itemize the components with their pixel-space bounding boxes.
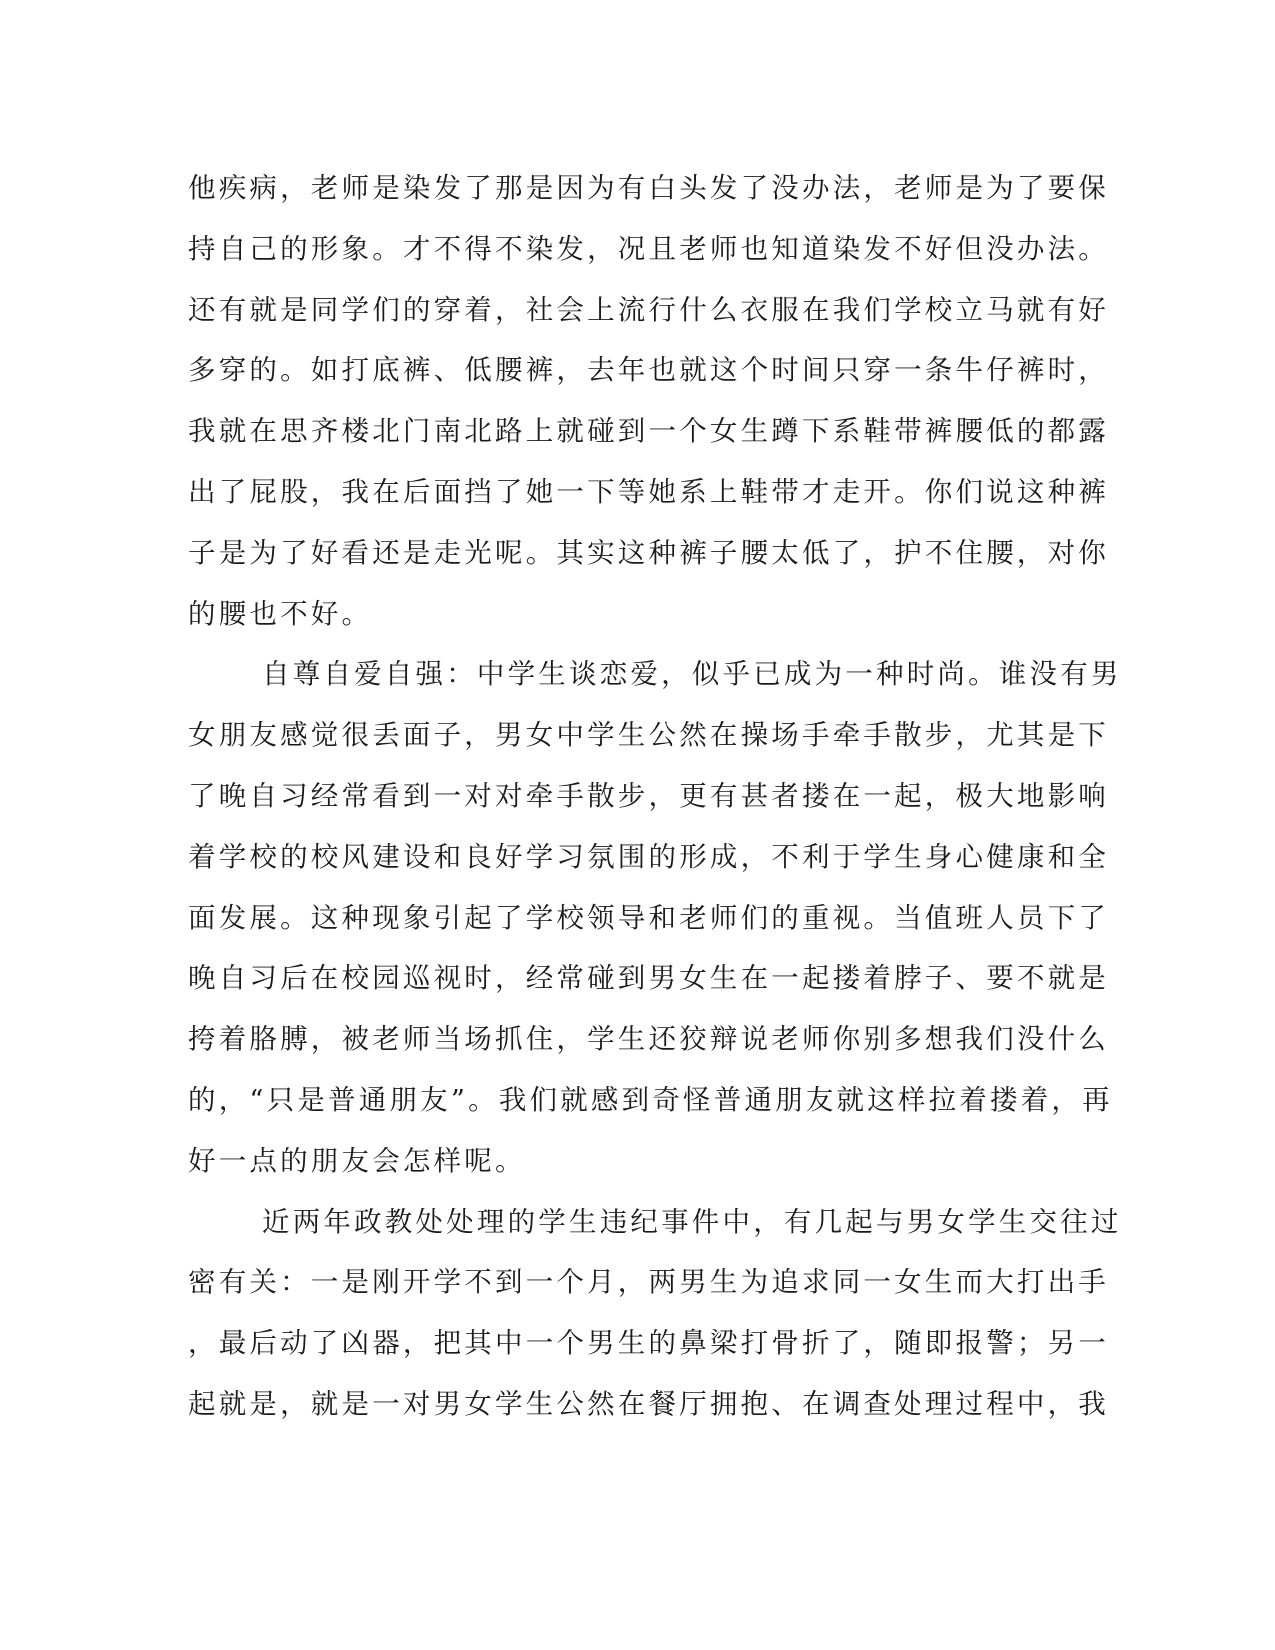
text-line: 面发展。这种现象引起了学校领导和老师们的重视。当值班人员下了 <box>188 901 1109 934</box>
text-line: 晚自习后在校园巡视时，经常碰到男女生在一起搂着脖子、要不就是 <box>188 962 1109 995</box>
text-line: 挎着胳膊，被老师当场抓住，学生还狡辩说老师你别多想我们没什么 <box>188 1023 1109 1056</box>
document-body <box>188 158 1122 1435</box>
text-line: 好一点的朋友会怎样呢。 <box>188 1144 526 1177</box>
text-line: 持自己的形象。才不得不染发，况且老师也知道染发不好但没办法。 <box>188 232 1109 265</box>
text-line: ，最后动了凶器，把其中一个男生的鼻梁打骨折了，随即报警；另一 <box>188 1327 1109 1360</box>
text-line: 女朋友感觉很丢面子，男女中学生公然在操场手牵手散步，尤其是下 <box>188 719 1109 752</box>
text-line: 子是为了好看还是走光呢。其实这种裤子腰太低了，护不住腰，对你 <box>188 536 1109 569</box>
text-line: 了晚自习经常看到一对对牵手散步，更有甚者搂在一起，极大地影响 <box>188 779 1109 812</box>
text-line: 的腰也不好。 <box>188 597 373 630</box>
text-line: 他疾病，老师是染发了那是因为有白头发了没办法，老师是为了要保 <box>188 172 1109 204</box>
paragraph-first-line: 近两年政教处处理的学生违纪事件中，有几起与男女学生交往过 <box>262 1205 1122 1238</box>
text-line: 密有关：一是刚开学不到一个月，两男生为追求同一女生而大打出手 <box>188 1266 1109 1299</box>
text-line: 的，“只是普通朋友”。我们就感到奇怪普通朋友就这样拉着搂着，再 <box>188 1083 1113 1116</box>
text-line: 多穿的。如打底裤、低腰裤，去年也就这个时间只穿一条牛仔裤时， <box>188 354 1109 387</box>
text-line: 我就在思齐楼北门南北路上就碰到一个女生蹲下系鞋带裤腰低的都露 <box>188 415 1109 448</box>
text-line: 起就是，就是一对男女学生公然在餐厅拥抱、在调查处理过程中，我 <box>188 1387 1109 1420</box>
text-line: 出了屁股，我在后面挡了她一下等她系上鞋带才走开。你们说这种裤 <box>188 475 1109 508</box>
text-line: 还有就是同学们的穿着，社会上流行什么衣服在我们学校立马就有好 <box>188 293 1109 326</box>
text-line: 着学校的校风建设和良好学习氛围的形成，不利于学生身心健康和全 <box>188 840 1109 873</box>
paragraph-first-line: 自尊自爱自强：中学生谈恋爱，似乎已成为一种时尚。谁没有男 <box>262 658 1122 691</box>
